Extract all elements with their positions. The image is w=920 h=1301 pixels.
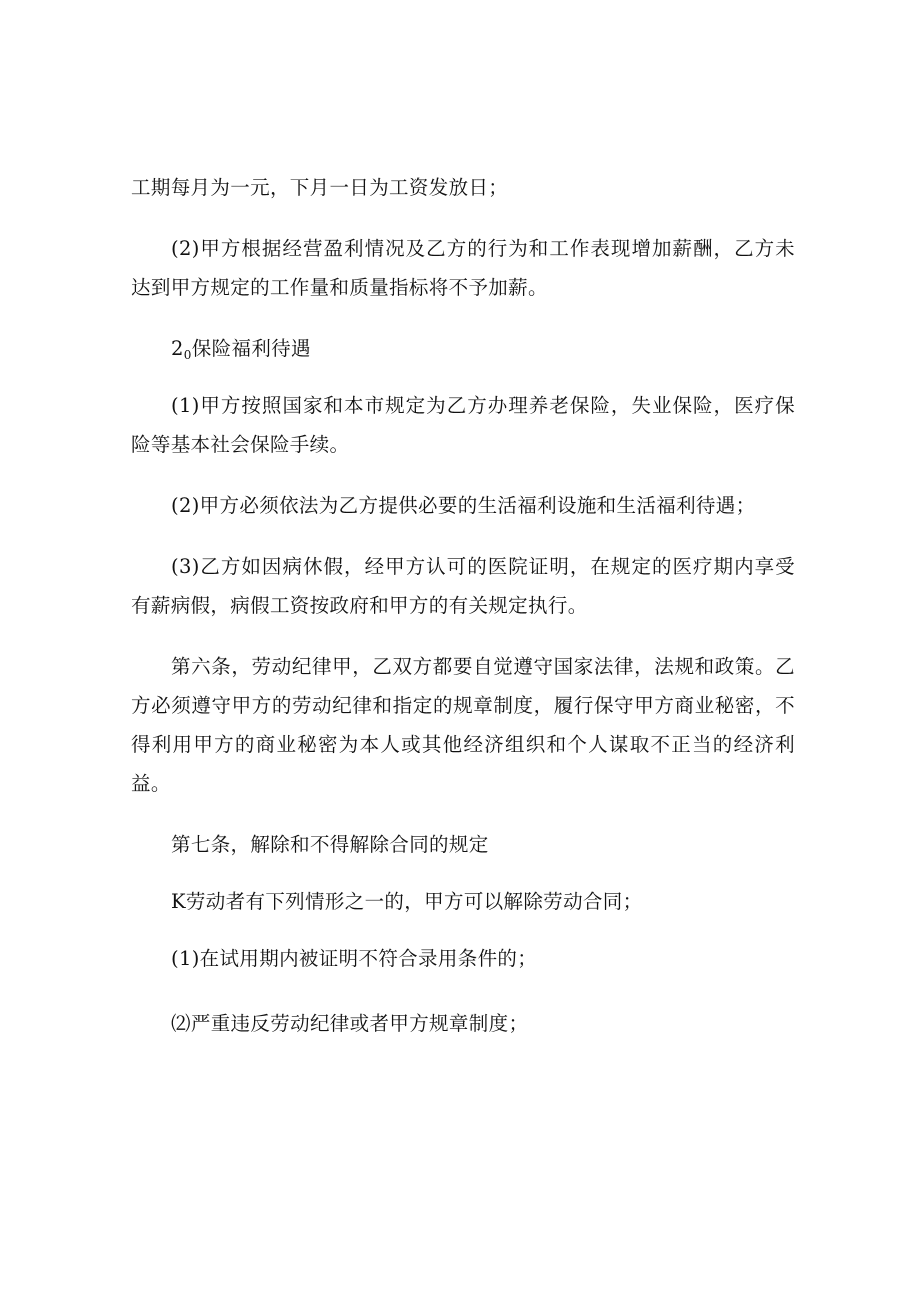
heading-article-seven: 第七条，解除和不得解除合同的规定	[171, 833, 489, 856]
paragraph-article-six-discipline: 第六条，劳动纪律甲，乙双方都要自觉遵守国家法律，法规和政策。乙方必须遵守甲方的劳动纪律和指定的规章制度，履行保守甲方商业秘密，不得利用甲方的商业秘密为本人或其他经济组织和个人谋取不正当的经济利益。	[131, 655, 795, 795]
paragraph-social-insurance: (1)甲方按照国家和本市规定为乙方办理养老保险，失业保险，医疗保险等基本社会保险手续。	[131, 394, 795, 456]
paragraph-welfare-facilities: (2)甲方必须依法为乙方提供必要的生活福利设施和生活福利待遇；	[171, 494, 756, 517]
section-title: 保险福利待遇	[191, 337, 311, 360]
list-item-probation: (1)在试用期内被证明不符合录用条件的；	[171, 947, 538, 970]
section-number-subscript: 0	[183, 348, 192, 362]
paragraph-salary-increase: (2)甲方根据经营盈利情况及乙方的行为和工作表现增加薪酬，乙方未达到甲方规定的工作量和质量指标将不予加薪。	[131, 237, 795, 299]
list-item-discipline-violation: ⑵严重违反劳动纪律或者甲方规章制度；	[171, 1012, 529, 1035]
paragraph-wage-payday: 工期每月为一元，下月一日为工资发放日；	[131, 176, 509, 199]
section-heading-insurance-benefits	[131, 329, 795, 368]
paragraph-termination-conditions: K劳动者有下列情形之一的，甲方可以解除劳动合同；	[171, 890, 643, 913]
paragraph-sick-leave: (3)乙方如因病休假，经甲方认可的医院证明，在规定的医疗期内享受有薪病假，病假工资按政府和甲方的有关规定执行。	[131, 555, 795, 617]
document-body	[131, 168, 795, 1043]
section-number: 2	[171, 337, 184, 360]
